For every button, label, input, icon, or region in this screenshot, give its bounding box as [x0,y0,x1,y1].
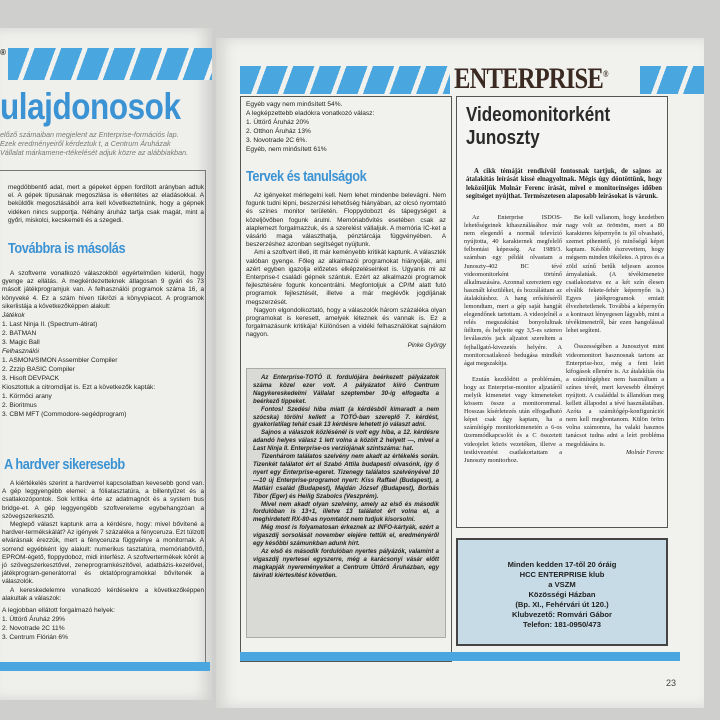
list-item: 1. Úttörő Áruház 29% [2,616,66,624]
bottom-blue-bar [240,652,680,661]
left-page [0,28,212,700]
body-paragraph: A kereskedelemre vonatkozó kérdésekre a következőképpen alakultak a válaszok: [2,586,204,602]
list-item: Egyéb vagy nem minősített 54%. [246,101,343,108]
section3-body [2,480,204,642]
body-paragraph: Nagyon elgondolkoztató, hogy a válaszolók három százaléka olyan programokat is keresett, amelyek léteznek és vannak is. Ez a forgalmazásunk kritikája! Különösen a vidéki felhasználókat sajnálom nagyon. [246,306,446,339]
body-paragraph: A szoftverre vonatkozó válaszokból egyértelműen kiderül, hogy gyenge az ellátás. A megkérdezetteknek átlagosan 9 gyári és 73 másolt játékprogramjuk van. A felhasználói programok száma 16, a könyveké 4. Ez a szám híven tükrözi a könyvpiacot. A programok sikerlistája a következőképpen alakult: [2,270,204,310]
club-line: (Bp. XI., Fehérvári út 120.) [515,600,609,609]
body-paragraph: Be kell vallanom, hogy kezdetben nagy volt az örömöm, mert a 80 karakteres képernyőn is jól olvasható, szemet pihentető, jó minőségű képet kaptam. Később észrevettem, hogy mégsem minden tökéletes. A piros és a zöld színű betűk teljesen azonos árnyalatúak. (A tévékimenetre csatlakoztatva ez a két szín élesen elválik fekete-fehér képernyőn is.) Egyes játékprogramok emiatt élvezhetetlenek. Továbbá a képernyőn a kontraszt lényegesen lágyabb, mint a tévékimenetről, bár ezen hangolással lehet segíteni. [566,214,664,335]
author: Molnár Ferenc [625,448,664,456]
page-title: ulajdonosok [0,86,181,127]
list-item: 3. Hisoft DEVPACK [2,375,60,383]
article-lede: A cikk témáját rendkívül fontosnak tartjuk, de sajnos az átalakítás leírását kissé elnagyoltnak. Mégis úgy döntöttünk, hogy leközöljük Molnár Ferenc írását, mivel e monitorínséges időben segítséget nyújthat. Természetesen alaposabb leírásokat is várunk. [466,168,662,201]
list-label: Felhasználói [2,348,40,356]
body-paragraph: Még most is folyamatosan érkeznek az INFO-kártyák, ezért a vigaszdíj sorsolását november elejére tettük el, eredményéről egy későbbi számunkban adunk hírt. [253,524,439,548]
list-item: 1. Úttörő Áruház 20% [246,119,310,126]
list-item: 1. ASMON/SIMON Assembler Compiler [2,357,118,365]
top-results [246,100,446,154]
club-line: HCC ENTERPRISE klub [519,570,605,579]
list-item: A legképzettebb eladókra vonatkozó válasz: [246,110,375,117]
article-title: Videomonitorként Junoszty [466,104,611,149]
plans-body [246,192,446,350]
intro-text: előző számaiban megjelent az Enterprise-formációs lap. Ezek eredményeiről kérdeztuk t, a Centrum Áruházak Vállalat márkamene-rtékelését adjuk közre az alábbiakban. [0,130,189,157]
list-label: Játékok [2,312,25,320]
body-paragraph: Sajnos a válaszok közlésénél is volt egy hiba, a 12. kérdésre adandó helyes válasz 1 lett volna a közölt 2 helyett —, mivel a Last Ninja II. Enterprise-os verziójának szintszáma: hat. [253,429,439,453]
body-paragraph: Tizenhárom találatos szelvény nem akadt az értékelés során. Tizenkét találatot ért el Szabó Attila budapesti olvasónk, így ő nyert egy Enterprise-egeret. Tizenegy találatos szelvényével 10—10 új Enterprise-programot nyert: Kiss Raffael (Budapest), a Matlári család (Budapest), Majdán József (Budapest), Borbás Tibor (Eger) és Heilig Szabolcs (Veszprém). [253,453,439,500]
right-page [216,38,704,708]
section2-body [2,270,204,419]
club-box [456,538,668,646]
list-label: A legjobban ellátott forgalmazó helyek: [2,607,115,615]
list-item: 2. Otthon Áruház 13% [246,128,311,135]
club-line: Közösségi Házban [528,590,596,599]
section-heading: A hardver sikeresebb [4,456,125,473]
club-line: Telefon: 181-0950/473 [523,620,601,629]
body-paragraph: Meglepő választ kaptunk arra a kérdésre, hogy: mivel bővítené a hardver-termékskálát? Az igények 7 százaléka a fényceruza. Ezt túlzott elvárásnak érezzük, mert a fényceruza függvénye a monitornak. A sorrend egyébként így alakult: numerikus tasztatúra, memóriabővítő, EPROM-égető, floppydoboz, midi interfész. A szoftvertermékek körét a jó szövegszerkesztővel, zeneprogramkészítővel, adatbázis-kezelővel, játékprogram-generátorral és oktatóprogramokkal bővítenék a válaszolók. [2,521,204,586]
body-paragraph: Összességében a Junosztyot mint videomonitort hasznosnak tartom az Enterprise-hoz, még a fent leírt kifogások ellenére is. Az átalakítás óta a számítógéphez nem használtam a színes tévét, mert kevesebb élményt nyújtott. A családdal is állandóan meg kellett állapodni a tévé használatában. Azóta a számítógép-konfigurációt nem kell megbontanom. Külön öröm volna számomra, ha valaki hasznos tanácsot tudna adni a leírt probléma megoldására is. [566,343,664,448]
list-item: 3. Novotrade 2C 6%. [246,137,308,144]
body-paragraph: Ezután kezdődött a problémám, hogy az Enterprise-monitor aljzatáról melyik kimenetet vagy kimeneteket kössem össze a monitorommal. Hosszas kísérletezés után elfogadható képet csak úgy kaptam, ha a számítógép monitorkimenetén a 6-os üzemmódkapcsolót és a C összetett videojelet közös vezetéken, illetve a testkivezetést csatlakortattam a Junoszty monitorhoz. [464,375,562,464]
author: Pinke György [407,341,446,349]
logo-text: ENTERPRISE [454,62,604,95]
list-item: 3. Centrum Flórián 6% [2,634,68,642]
section-heading: Tervek és tanulságok [246,168,367,185]
club-line: Klubvezető: Romvári Gábor [511,610,612,619]
list-item: 1. Last Ninja II. (Spectrum-átirat) [2,321,98,329]
page-number: 23 [666,678,677,688]
list-item: Egyéb, nem minősített 61% [246,146,327,153]
list-item: 3. CBM MFT (Commodore-segédprogram) [2,411,127,419]
article-column-1 [464,214,562,465]
body-paragraph: A kiértékelés szerint a hardverrel kapcsolatban kevesebb gond van. A gép leggyengébb elemei: a fóliatasztatúra, a billentyűzet és a csatlakozópontok. Sok kritika érte az adatmagnót és a system bus bridge-et. A gép leggyengébb szoftvereleme egybehangzóan a szövegszerkesztő. [2,480,204,520]
body-paragraph: Fontos! Szedési hiba miatt (a kérdésből kimaradt a nem szócska) törölni kellett a TOTÓ-ban szereplő 7. kérdést, gyakorlatilag tehát csak 13 kérdésre lehetett jó választ adni. [253,405,439,429]
bottom-blue-bar [0,662,210,671]
list-item: 2. BATMAN [2,330,37,338]
toto-box [246,368,446,638]
reg-mark: ® [0,48,6,57]
stripe-banner [240,66,450,94]
body-paragraph: Az Enterprise ISDOS-lehetőségeinek kihasználásához már nem elegendő a normál televízió nyújtotta, 40 karakternek megfelelő felbontási képesség. Az 1989/3. számban egy példát olvastam a Junoszty-402 BC tévé videomonitorként történő alkalmazására. Azonnal szereztem egy használt készüléket, és hozzáláttam az átalakításhoz. A hang erősítéséről lemondtam, mert a gép saját hangját elegendőnek tartottam. A videojelnél a relés megszakítást bonyolultnak ítéltem, és helyette egy 3,5-es sztereo leválasztós jack aljzatot szereltem a fejhallgató-kivezetés helyére. A monitorcsatlakozó bedugása mindkét ágat megszakítja. [464,214,562,367]
body-paragraph: megdöbbentő adat, mert a gépeket éppen fordított arányban adtuk el. A gépek típusának megoszlása is ellentétes az eladásokkal. A beküldők megoszlásából arra kell következtetnünk, hogy a gépnek vidéken nincs supportja. Néhány áruház tartja csak magát, mint a győri, miskolci, kecskeméti és a szegedi. [8,184,204,224]
list-item: 2. Bioritmus [2,402,37,410]
stripe-banner [8,48,212,80]
club-line: Minden kedden 17-től 20 óráig [507,560,617,569]
article-column-2 [566,214,664,457]
body-paragraph: Az első és második fordulóban nyertes pályázók, valamint a vigaszdíj nyertesei egyszerre, még a karácsonyi vásár előtt magkapják nyereményeiket a Centrum Úttörő Áruházban, egy távirati kiértesítést követően. [253,547,439,579]
list-label: Kiosztottuk a citromdíjat is. Ezt a következők kapták: [2,384,156,392]
body-paragraph: Az igényeket mérlegelni kell. Nem lehet mindenbe belevágni. Nem fogunk tudni lépni, beszerzési lehetőség hiányában, az olcsó nyomtató és színes monitor területén. Floppydobozt és tápegységet a közeljövőben fogunk árulni. Memóriabővítés esetében csak az alaplemezt forgalmazzuk, és a szerelést vállaljuk. A memória IC-ket a vásárló maga választhatja, pénztárcája függvényében. A beszerzéshez azonban segítséget nyújtunk. [246,192,447,249]
club-line: a VSZM [548,580,576,589]
reg-mark: ® [603,69,608,79]
list-item: 3. Magic Ball [2,339,40,347]
list-item: 1. Körmöci arany [2,393,52,401]
body-paragraph: Az Enterprise-TOTÓ II. fordulójára beérkezett pályázatok száma közel ezer volt. A pályázatot kiíró Centrum Nagykereskedelmi Vállalat szeptember 30-ig elfogadta a beérkező tippeket. [253,374,439,405]
enterprise-logo [454,62,608,96]
body-paragraph: Ami a szoftvert illeti, itt már keményebb kritikát kaptunk. A választék valóban gyenge. Főleg az alkalmazói programokat hiányolják, ami azért egyben igazolja előzetes elképzeléseinket is. Ugyanis mi az Enterprise-t családi gépnek szántuk. Ezért az alkalmazói programok fejlesztésére fogunk koncentrálni. Megfontoljuk a CP/M alatt futó programok fejlesztését, illetve a már meglévők jogdíjának megszerzését. [246,249,446,306]
stripe-banner-right [640,66,704,94]
list-item: 2. Zzzip BASIC Compiler [2,366,75,374]
body-paragraph: Mivel nem akadt olyan szelvény, amely az első és második fordulóban is 13+1, illetve 13 találatot ért volna el, a meghirdetett RX-80-as nyomtatót nem tudjuk kisorsolni. [253,500,439,524]
list-item: 2. Novotrade 2C 11% [2,625,65,633]
section-heading: Továbbra is másolás [8,240,126,257]
